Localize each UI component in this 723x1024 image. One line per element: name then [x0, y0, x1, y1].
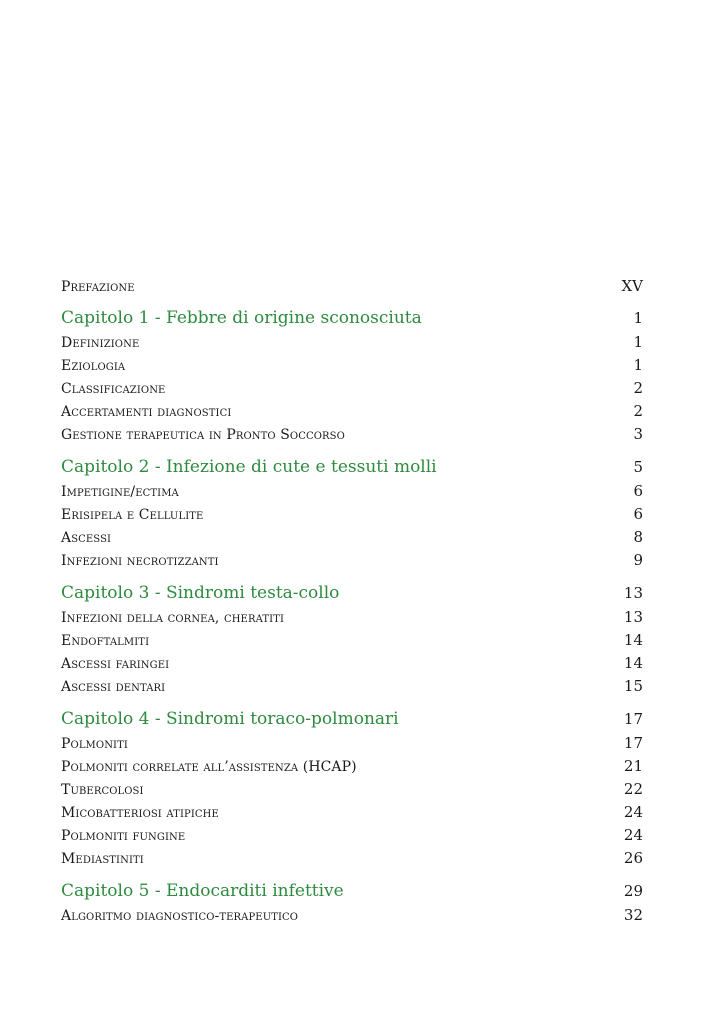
toc-entry-page: 17 — [623, 734, 643, 752]
toc-entry-label: Algoritmo diagnostico-terapeutico — [61, 908, 299, 924]
chapter-page: 5 — [633, 458, 643, 476]
toc-entry[interactable] — [61, 480, 643, 503]
chapter-title: Capitolo 2 - Infezione di cute e tessuti molli — [61, 457, 437, 477]
toc-entry-label: Infezioni della cornea, cheratiti — [61, 610, 285, 626]
toc-entry-page: 1 — [633, 356, 643, 374]
toc-entry-page: 14 — [623, 631, 643, 649]
toc-entry-page: 8 — [633, 528, 643, 546]
toc-entry-page: 3 — [633, 425, 643, 443]
chapter-title: Capitolo 1 - Febbre di origine sconosciuta — [61, 308, 422, 328]
toc-entry[interactable] — [61, 755, 643, 778]
chapter-heading-3[interactable] — [61, 581, 643, 606]
toc-entry[interactable] — [61, 503, 643, 526]
chapter-heading-5[interactable] — [61, 879, 643, 904]
toc-entry-label: Tubercolosi — [61, 782, 144, 798]
toc-entry-page: 1 — [633, 333, 643, 351]
toc-entry-label: Micobatteriosi atipiche — [61, 805, 219, 821]
toc-entry-page: 2 — [633, 379, 643, 397]
toc-entry-page: 24 — [623, 826, 643, 844]
toc-entry-page: XV — [621, 277, 643, 295]
toc-entry[interactable] — [61, 904, 643, 927]
toc-entry-page: 9 — [633, 551, 643, 569]
toc-entry[interactable] — [61, 400, 643, 423]
toc-entry-label: Ascessi faringei — [61, 656, 170, 672]
toc-entry-page: 6 — [633, 482, 643, 500]
toc-entry-label: Endoftalmiti — [61, 633, 150, 649]
chapter-title: Capitolo 3 - Sindromi testa-collo — [61, 583, 340, 603]
toc-entry-page: 15 — [623, 677, 643, 695]
chapter-page: 13 — [623, 584, 643, 602]
toc-entry-label: Eziologia — [61, 358, 126, 374]
toc-entry-page: 13 — [623, 608, 643, 626]
toc-entry-page: 32 — [623, 906, 643, 924]
toc-entry[interactable] — [61, 331, 643, 354]
toc-entry[interactable] — [61, 847, 643, 870]
toc-entry-preface[interactable] — [61, 271, 643, 301]
toc-entry-page: 14 — [623, 654, 643, 672]
toc-entry-page: 26 — [623, 849, 643, 867]
chapter-page: 17 — [623, 710, 643, 728]
toc-entry[interactable] — [61, 629, 643, 652]
chapter-title: Capitolo 5 - Endocarditi infettive — [61, 881, 344, 901]
toc-entry[interactable] — [61, 732, 643, 755]
toc-entry-label: Prefazione — [61, 279, 135, 295]
toc-entry[interactable] — [61, 675, 643, 698]
toc-entry-page: 2 — [633, 402, 643, 420]
toc-entry-label: Polmoniti — [61, 736, 128, 752]
chapter-title: Capitolo 4 - Sindromi toraco-polmonari — [61, 709, 399, 729]
toc-entry[interactable] — [61, 423, 643, 446]
toc-entry-page: 6 — [633, 505, 643, 523]
toc-entry[interactable] — [61, 354, 643, 377]
toc-entry-label: Definizione — [61, 335, 140, 351]
chapter-heading-1[interactable] — [61, 306, 643, 331]
toc-entry-label: Mediastiniti — [61, 851, 144, 867]
chapter-page: 29 — [623, 882, 643, 900]
toc-entry[interactable] — [61, 606, 643, 629]
toc-entry-label: Ascessi dentari — [61, 679, 166, 695]
toc-entry-page: 22 — [623, 780, 643, 798]
toc-entry-page: 24 — [623, 803, 643, 821]
toc-entry[interactable] — [61, 801, 643, 824]
toc-entry-label: Accertamenti diagnostici — [61, 404, 232, 420]
chapter-heading-4[interactable] — [61, 707, 643, 732]
toc-entry[interactable] — [61, 824, 643, 847]
toc-entry[interactable] — [61, 652, 643, 675]
toc-entry-label: Polmoniti correlate all’assistenza (HCAP) — [61, 759, 357, 775]
toc-entry[interactable] — [61, 778, 643, 801]
toc-entry[interactable] — [61, 549, 643, 572]
toc-entry-label: Erisipela e Cellulite — [61, 507, 204, 523]
table-of-contents — [61, 271, 643, 927]
chapter-heading-2[interactable] — [61, 455, 643, 480]
toc-entry-label: Impetigine/ectima — [61, 484, 179, 500]
toc-entry-label: Classificazione — [61, 381, 166, 397]
toc-entry-label: Gestione terapeutica in Pronto Soccorso — [61, 427, 345, 443]
toc-entry[interactable] — [61, 526, 643, 549]
toc-entry-label: Polmoniti fungine — [61, 828, 186, 844]
chapter-page: 1 — [633, 309, 643, 327]
toc-entry-label: Ascessi — [61, 530, 112, 546]
toc-entry[interactable] — [61, 377, 643, 400]
toc-entry-page: 21 — [623, 757, 643, 775]
toc-entry-label: Infezioni necrotizzanti — [61, 553, 219, 569]
